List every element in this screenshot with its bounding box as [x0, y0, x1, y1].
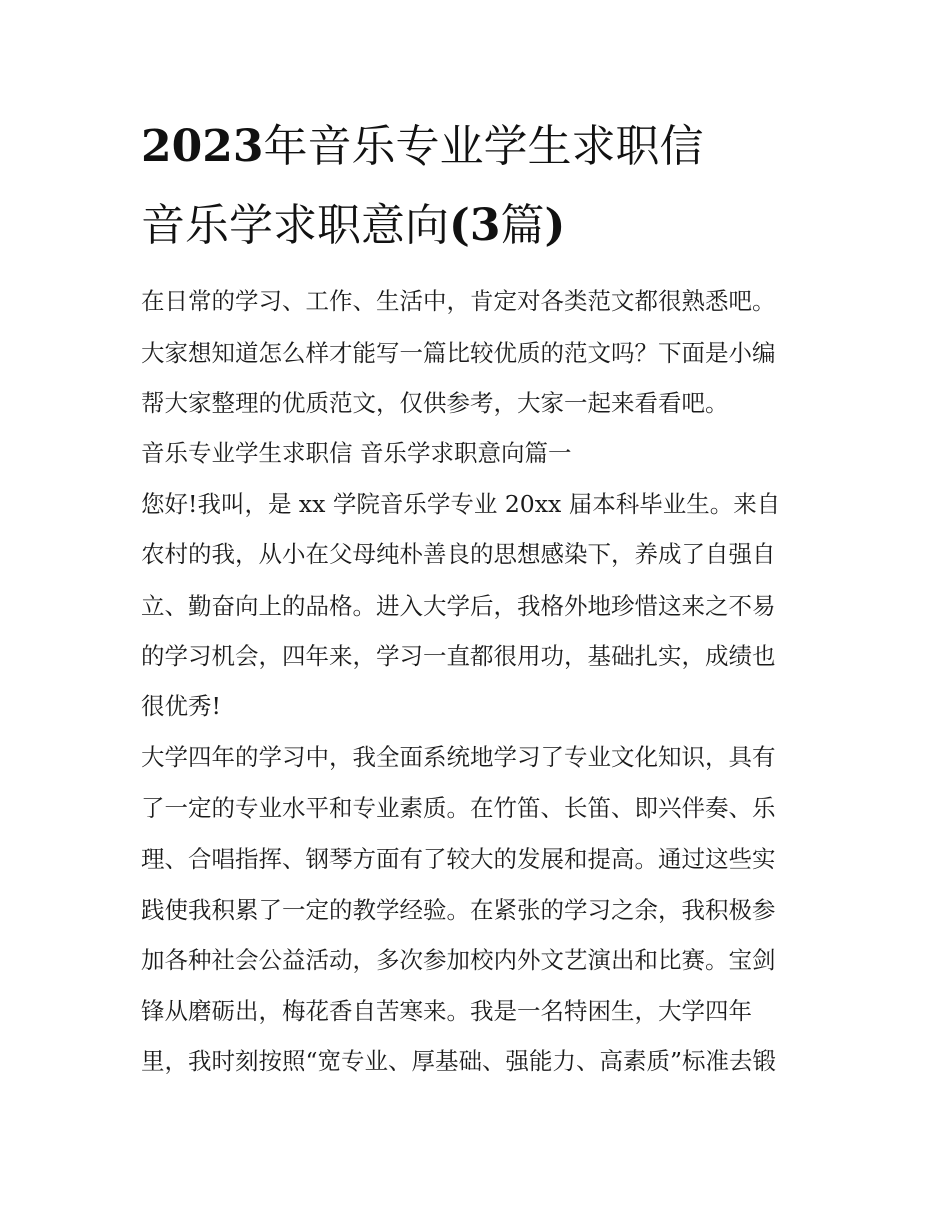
- title-paren-count: (3: [449, 200, 501, 251]
- body-line: 践使我积累了一定的教学经验。在紧张的学习之余，我积极参: [141, 896, 776, 924]
- body-line: 的学习机会，四年来，学习一直都很用功，基础扎实，成绩也: [141, 642, 776, 670]
- title-main-text: 年音乐专业学生求职信: [263, 121, 704, 172]
- body-line: 帮大家整理的优质范文，仅供参考，大家一起来看看吧。: [141, 389, 729, 417]
- section-heading: 音乐专业学生求职信 音乐学求职意向篇一: [141, 439, 572, 467]
- body-line: 您好!我叫，是 xx 学院音乐学专业 20xx 届本科毕业生。来自: [141, 490, 781, 518]
- title-subtitle-text: 音乐学求职意向: [141, 200, 449, 251]
- title-pian: 篇: [500, 200, 545, 251]
- body-line: 里，我时刻按照“宽专业、厚基础、强能力、高素质”标准去锻: [141, 1047, 777, 1075]
- body-line: 锋从磨砺出，梅花香自苦寒来。我是一名特困生，大学四年: [141, 997, 752, 1025]
- body-line: 加各种社会公益活动，多次参加校内外文艺演出和比赛。宝剑: [141, 946, 776, 974]
- body-line: 大家想知道怎么样才能写一篇比较优质的范文吗？下面是小编: [141, 339, 776, 367]
- document-title-line-2: [141, 196, 565, 256]
- body-line: 在日常的学习、工作、生活中，肯定对各类范文都很熟悉吧。: [141, 287, 776, 315]
- body-line: 理、合唱指挥、钢琴方面有了较大的发展和提高。通过这些实: [141, 845, 776, 873]
- body-line: 农村的我，从小在父母纯朴善良的思想感染下，养成了自强自: [141, 540, 776, 568]
- body-line: 很优秀!: [141, 692, 221, 720]
- body-line: 了一定的专业水平和专业素质。在竹笛、长笛、即兴伴奏、乐: [141, 794, 776, 822]
- body-line: 立、勤奋向上的品格。进入大学后，我格外地珍惜这来之不易: [141, 592, 776, 620]
- title-paren-close: ): [544, 200, 566, 251]
- title-year: 2023: [141, 121, 264, 172]
- body-line: 大学四年的学习中，我全面系统地学习了专业文化知识，具有: [141, 743, 776, 771]
- document-title-line-1: [141, 117, 703, 177]
